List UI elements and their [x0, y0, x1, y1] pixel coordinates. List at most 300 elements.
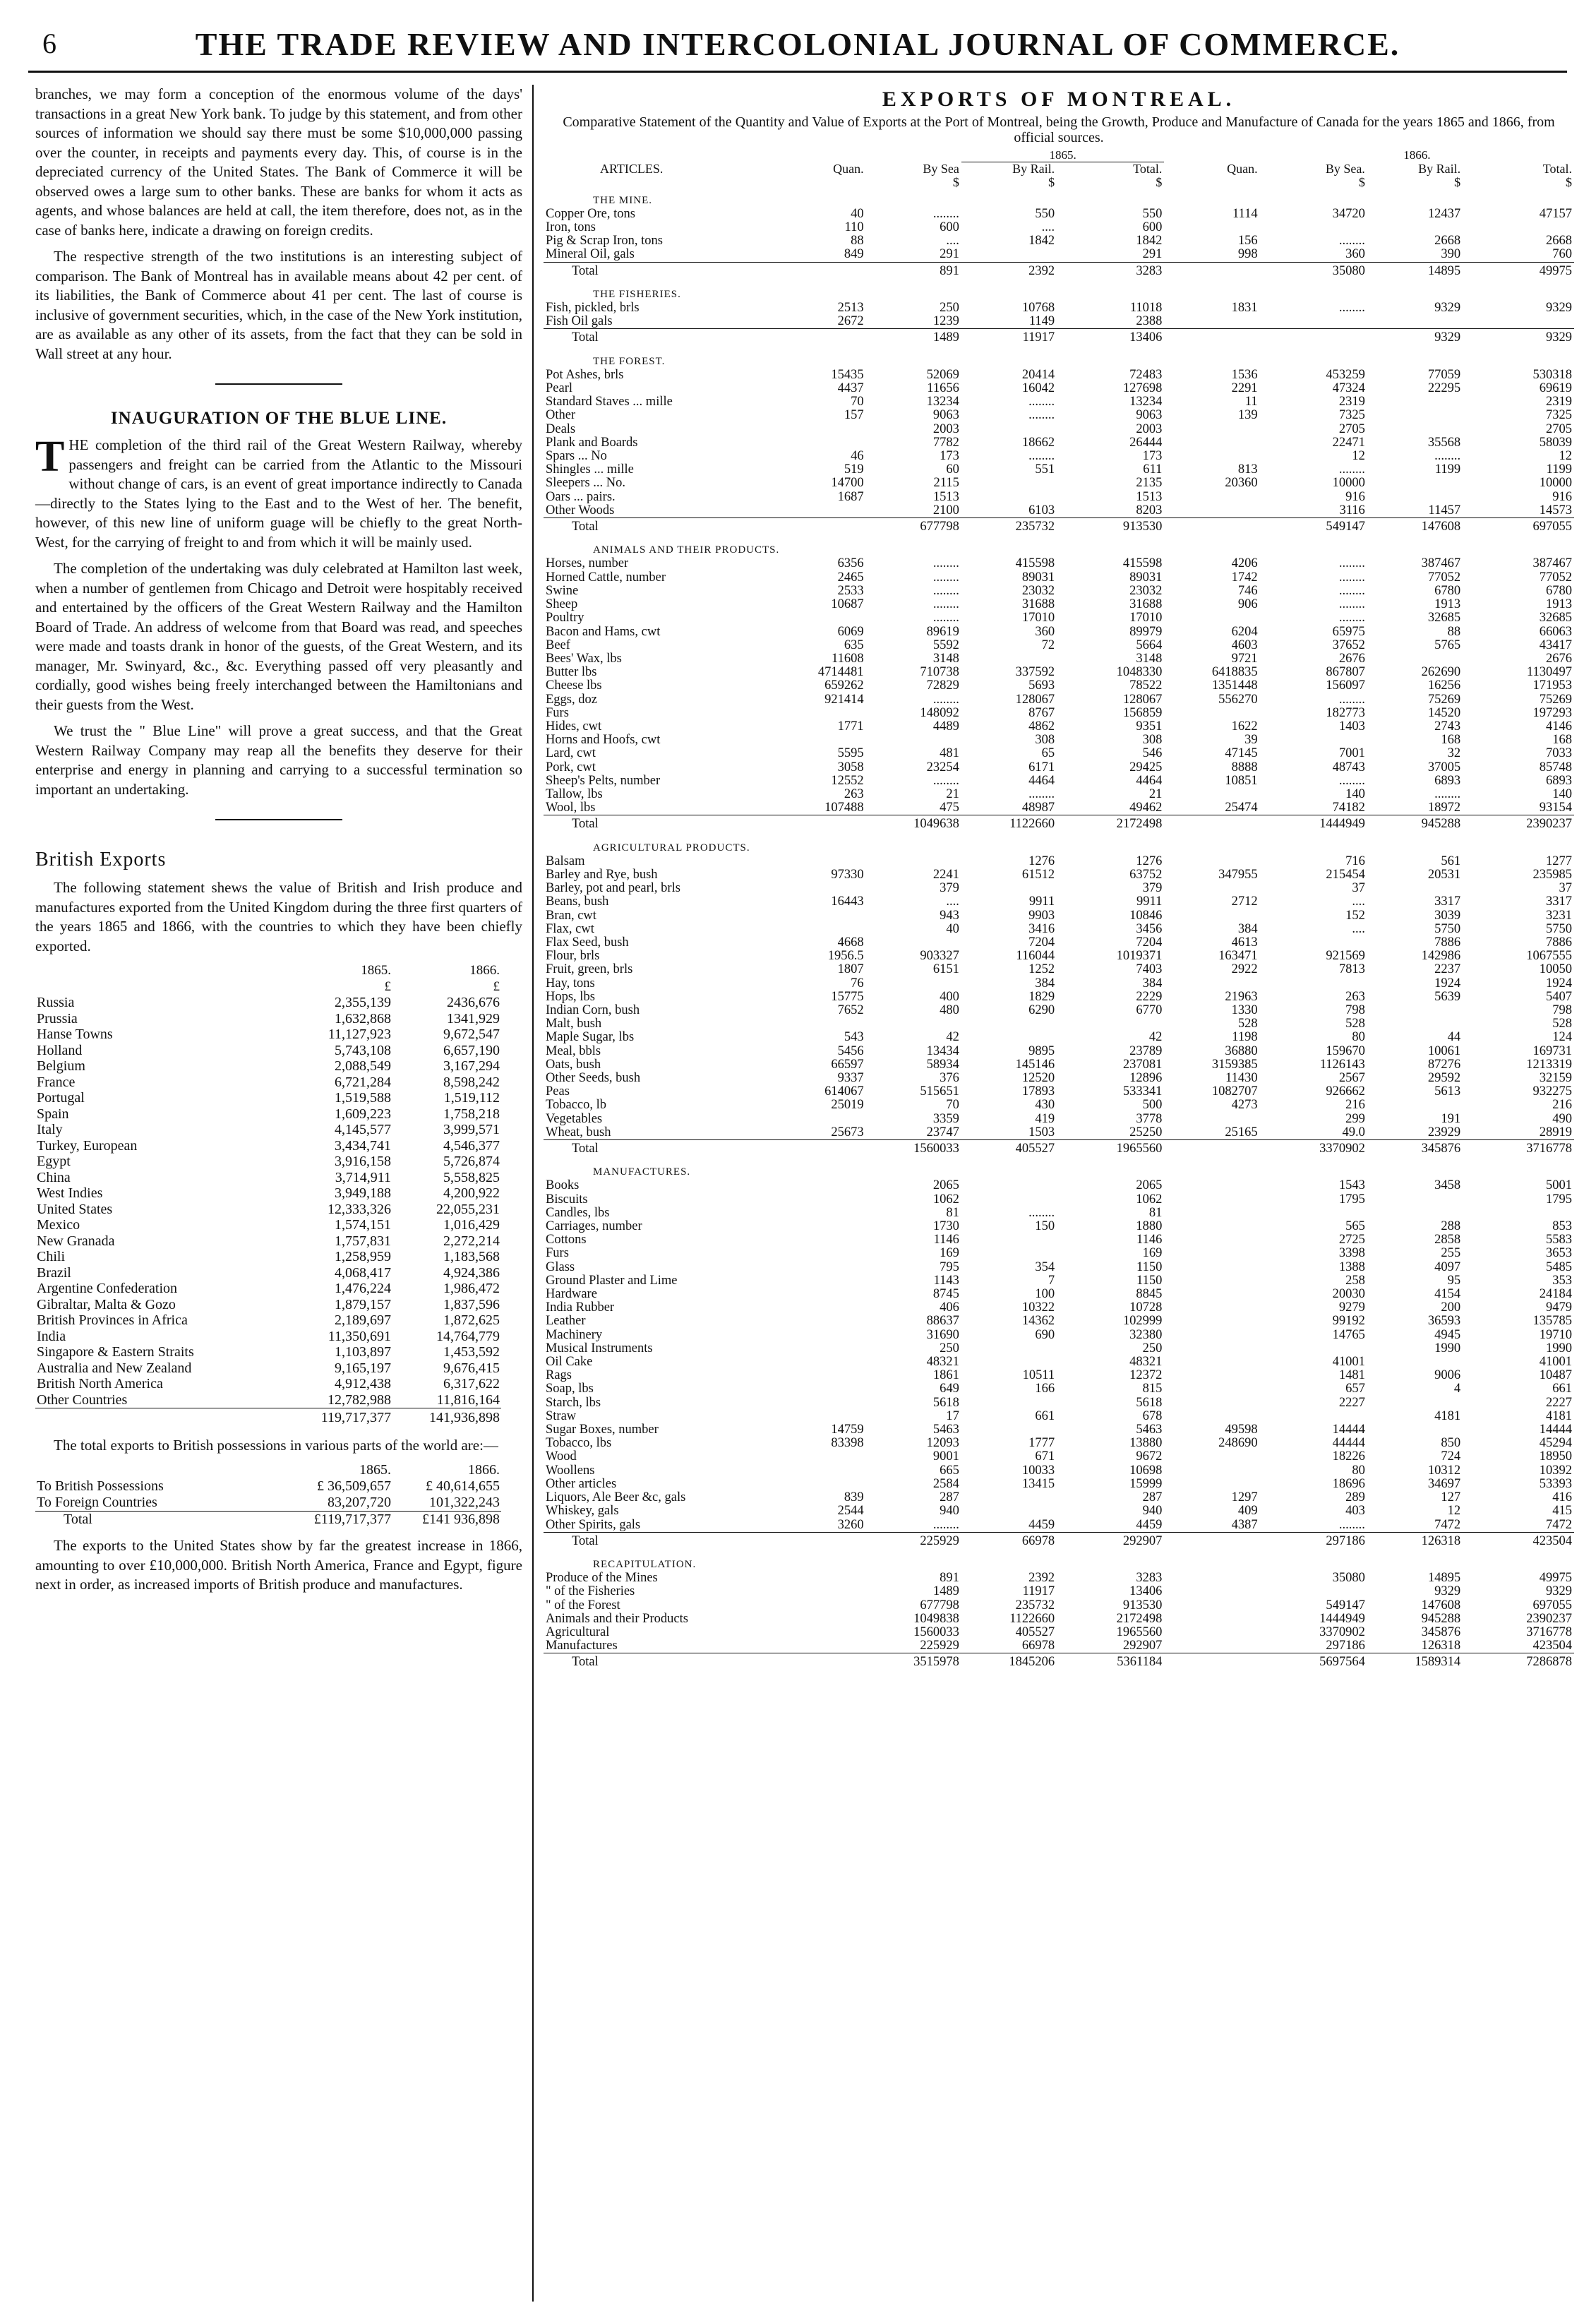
cell-value: 611 [1143, 463, 1163, 477]
cell-value: 543 [844, 1031, 864, 1045]
cell-value: 95 [1447, 1274, 1461, 1288]
category-row [544, 1161, 1574, 1179]
table-row [544, 963, 1574, 976]
cell-value: 1049638 [866, 815, 961, 837]
country-label: Argentine Confederation [37, 1281, 178, 1296]
row-label: Other articles [546, 1477, 617, 1491]
cell-value: £119,717,377 [284, 1512, 392, 1528]
cell-value: 3515978 [866, 1653, 961, 1675]
category-heading: THE FOREST. [593, 355, 666, 367]
row-label: Ground Plaster and Lime [546, 1274, 678, 1288]
cell-value: 89031 [1021, 570, 1055, 585]
table-row [35, 1312, 501, 1329]
cell-value: 1049838 [913, 1612, 959, 1626]
cell-value [866, 936, 961, 950]
cell-value: ........ [1434, 787, 1461, 801]
table-row [544, 1193, 1574, 1207]
cell-value: 5592 [932, 638, 959, 652]
table-row [544, 1585, 1574, 1598]
exports-table [544, 148, 1574, 1675]
cell-value: 13234 [926, 395, 959, 409]
cell-value: 2115 [933, 477, 959, 491]
cell-value: 10511 [1022, 1369, 1055, 1383]
cell-value: 815 [1142, 1382, 1163, 1396]
cell-value: 528 [1237, 1017, 1258, 1031]
cell-value [961, 1504, 1057, 1518]
row-label: Tobacco, lbs [546, 1437, 612, 1451]
cell-value: 556270 [1218, 693, 1258, 707]
table-row [544, 557, 1574, 570]
row-label: Total [544, 1532, 782, 1554]
cell-value: 47145 [1225, 747, 1258, 761]
total-row [544, 518, 1574, 540]
cell-value: 354 [1035, 1260, 1055, 1274]
cell-value [782, 909, 865, 923]
cell-value: ........ [1338, 598, 1365, 612]
cell-value [782, 1193, 865, 1207]
cell-value [1367, 1396, 1463, 1410]
cell-value: 2676 [1338, 652, 1365, 666]
row-label: Leather [546, 1315, 586, 1329]
cell-value: 9006 [1434, 1369, 1461, 1383]
cell-value: 400 [940, 990, 959, 1004]
cell-value: 7782 [932, 436, 959, 450]
cell-value [961, 652, 1057, 666]
cell-value: 127 [1441, 1491, 1461, 1505]
table-row [544, 1639, 1574, 1653]
row-label: Horns and Hoofs, cwt [546, 734, 661, 748]
cell-value: 58934 [926, 1058, 959, 1072]
cell-value [1164, 1599, 1259, 1612]
table-row [544, 1045, 1574, 1058]
cell-value: 345876 [1421, 1625, 1461, 1639]
cell-value: 15999 [1129, 1477, 1163, 1491]
cell-value: 9329 [1463, 329, 1574, 351]
cell-value: 8,598,242 [443, 1074, 500, 1090]
row-label: Pearl [546, 382, 573, 396]
cell-value: 3,434,741 [335, 1137, 391, 1154]
page-number: 6 [42, 28, 56, 59]
cell-value [1367, 477, 1463, 490]
total-row [544, 815, 1574, 837]
cell-value [782, 1207, 865, 1220]
cell-value: 2676 [1546, 652, 1572, 666]
cell-value: 1276 [1028, 854, 1055, 868]
row-label: Starch, lbs [546, 1396, 601, 1410]
cell-value: 2672 [837, 315, 864, 329]
cell-value: 891 [940, 1572, 959, 1586]
cell-value: 891 [866, 262, 961, 284]
row-label: Other Seeds, bush [546, 1072, 641, 1085]
row-label: Mineral Oil, gals [546, 248, 635, 262]
cell-value: 4464 [1028, 774, 1055, 788]
cell-value: 2668 [1546, 234, 1572, 249]
cell-value: 49975 [1539, 1572, 1572, 1586]
cell-value [1164, 518, 1259, 540]
cell-value: 2712 [1231, 895, 1258, 909]
cell-value: 9329 [1546, 1585, 1572, 1599]
cell-value: 12552 [831, 774, 864, 788]
cell-value [782, 1612, 865, 1626]
cell-value: 945288 [1421, 1612, 1461, 1626]
cell-value: 16042 [1021, 382, 1055, 396]
cell-value: 406 [940, 1301, 959, 1315]
cell-value: 11,350,691 [328, 1328, 391, 1344]
dollar-sign: $ [952, 176, 959, 190]
cell-value: 1150 [1136, 1260, 1163, 1274]
col-header: Total. [1542, 162, 1572, 176]
cell-value: 1,758,218 [443, 1106, 500, 1122]
table-row [544, 1356, 1574, 1369]
table-row [544, 382, 1574, 395]
cell-value [1463, 315, 1574, 329]
cell-value: 2,355,139 [335, 995, 391, 1010]
cell-value: 10487 [1539, 1369, 1572, 1383]
cell-value: 1,476,224 [335, 1281, 391, 1296]
table-row [35, 995, 501, 1011]
cell-value: 83398 [831, 1437, 864, 1451]
cell-value: 6204 [1231, 625, 1258, 639]
cell-value: 1536 [1231, 368, 1258, 382]
cell-value: 4668 [837, 935, 864, 950]
british-exports-paragraph: The following statement shews the value of British and Irish produce and manufactures exported from the United Kingdom during the three first quarters of the years 1865 and 1866, with the countries to which they have been chiefly exported. [35, 879, 522, 954]
cell-value: 14,764,779 [436, 1328, 500, 1344]
category-row [544, 1554, 1574, 1572]
cell-value: 31688 [1129, 598, 1163, 612]
category-heading: THE FISHERIES. [593, 288, 681, 300]
table-row [544, 679, 1574, 693]
cell-value: 145146 [1015, 1058, 1055, 1072]
cell-value: 1388 [1338, 1260, 1365, 1274]
cell-value: 37652 [1332, 638, 1365, 652]
country-label: Chili [37, 1249, 66, 1264]
cell-value: 1,879,157 [335, 1296, 391, 1312]
cell-value: 1,258,959 [335, 1249, 391, 1264]
cell-value: 26444 [1129, 436, 1163, 450]
cell-value: 77052 [1539, 570, 1572, 585]
cell-value: 11608 [832, 652, 864, 666]
cell-value: 22295 [1427, 382, 1461, 396]
row-label: Peas [546, 1085, 570, 1099]
cell-value: 23032 [1021, 584, 1055, 598]
row-label: Carriages, number [546, 1220, 642, 1234]
cell-value: 72 [1041, 638, 1055, 652]
country-label: Holland [37, 1042, 83, 1058]
cell-value: 550 [1035, 207, 1055, 221]
dollar-sign: $ [1566, 176, 1572, 190]
masthead [28, 21, 1567, 73]
row-label: Other Spirits, gals [546, 1518, 641, 1532]
cell-value: 360 [1345, 248, 1365, 262]
cell-value: 3458 [1434, 1179, 1461, 1193]
cell-value: 78522 [1129, 679, 1163, 693]
col-header: By Rail. [1012, 162, 1055, 176]
cell-value: 80 [1352, 1031, 1365, 1045]
table-row [544, 1126, 1574, 1140]
table-row [544, 409, 1574, 422]
cell-value: 75269 [1539, 693, 1572, 707]
cell-value: 10851 [1225, 774, 1258, 788]
row-label: Hay, tons [546, 976, 595, 991]
table-row [35, 1249, 501, 1265]
category-row [544, 351, 1574, 369]
cell-value: 690 [1035, 1328, 1055, 1342]
cell-value: 903327 [920, 950, 959, 964]
cell-value: 1845206 [961, 1653, 1057, 1675]
row-label: Barley and Rye, bush [546, 868, 658, 882]
cell-value [782, 734, 865, 747]
cell-value: 345876 [1367, 1140, 1463, 1162]
cell-value: 53393 [1539, 1477, 1572, 1491]
cell-value: 2392 [961, 262, 1057, 284]
cell-value: 9329 [1434, 1585, 1461, 1599]
cell-value: 35080 [1332, 1572, 1365, 1586]
cell-value [782, 1639, 865, 1653]
year-header: 1866. [469, 963, 500, 978]
table-row [544, 855, 1574, 868]
year-header: 1865. [359, 1462, 391, 1478]
cell-value [1260, 1410, 1367, 1423]
cell-value [961, 1356, 1057, 1369]
cell-value: 13434 [926, 1044, 959, 1058]
cell-value: 1143 [933, 1274, 959, 1288]
cell-value: 163471 [1218, 950, 1258, 964]
intro-paragraph: The respective strength of the two institutions is an interesting subject of comparison. The Bank of Montreal has in available means about 42 per cent. of its liabilities, the Bank of Commerce about 41 per cent. The last of course is inclusive of government securities, which, in the case of the New York institution, are as available as any other of its assets, from the fact that they can be sold in Wall street at any hour. [35, 248, 522, 362]
table-row [544, 423, 1574, 436]
table-row [35, 1154, 501, 1170]
cell-value [782, 815, 865, 837]
cell-value: 12437 [1427, 207, 1461, 221]
cell-value: 150 [1035, 1220, 1055, 1234]
cell-value: 35568 [1427, 436, 1461, 450]
cell-value [961, 423, 1057, 436]
cell-value: 677798 [866, 518, 961, 540]
table-row [35, 1265, 501, 1281]
cell-value: 546 [1142, 747, 1163, 761]
cell-value: 127698 [1122, 382, 1163, 396]
cell-value: ........ [1028, 450, 1055, 464]
cell-value: 9279 [1338, 1301, 1365, 1315]
table-row [544, 801, 1574, 815]
table-row [544, 1058, 1574, 1072]
row-label: Copper Ore, tons [546, 207, 635, 221]
cell-value: 4206 [1231, 557, 1258, 571]
cell-value: 21 [946, 787, 959, 801]
cell-value [1164, 1329, 1259, 1342]
cell-value [1463, 1207, 1574, 1220]
intro-paragraph: branches, we may form a conception of the enormous volume of the days' transactions in a great New York bank. To judge by this statement, and from other sources of information we should say there must be some $10,000,000 passing over the counter, in receipts and payments every day. This, of course is in the depreciated currency of the United States. The Bank of Commerce it will be observed owes a large sum to other banks. These are banks for whom it acts as agents, and whose balances are held at call, the item therefore, does not, as in the case of banks here, indicate a drawing on foreign credits. [35, 85, 522, 239]
cell-value: 14765 [1332, 1328, 1365, 1342]
cell-value: 262690 [1421, 666, 1461, 680]
cell-value [1164, 611, 1259, 625]
cell-value: 2668 [1434, 234, 1461, 249]
cell-value: 1444949 [1260, 815, 1367, 837]
cell-value: 3231 [1546, 909, 1572, 923]
row-label: Deals [546, 422, 576, 436]
cell-value: 795 [940, 1260, 959, 1274]
cell-value [782, 1179, 865, 1192]
row-label: Rags [546, 1369, 572, 1383]
cell-value: 2291 [1231, 382, 1258, 396]
country-label: Prussia [37, 1010, 78, 1027]
cell-value: 13880 [1129, 1437, 1163, 1451]
cell-value [961, 1193, 1057, 1207]
cell-value: ........ [932, 584, 959, 598]
cell-value: 171953 [1532, 679, 1572, 693]
cell-value: 1622 [1231, 719, 1258, 734]
cell-value [1164, 788, 1259, 801]
cell-value: 384 [1237, 922, 1258, 936]
unit-header: £ [384, 979, 391, 994]
cell-value: 13415 [1021, 1477, 1055, 1491]
row-label: Maple Sugar, lbs [546, 1031, 635, 1045]
cell-value: 288 [1441, 1220, 1461, 1234]
cell-value: 11 [1244, 395, 1258, 409]
row-label: Biscuits [546, 1192, 588, 1207]
right-column [544, 85, 1574, 2302]
cell-value: 88637 [926, 1315, 959, 1329]
cell-value: 1742 [1231, 570, 1258, 585]
cell-value: 197293 [1532, 706, 1572, 720]
cell-value: 34697 [1427, 1477, 1461, 1491]
cell-value: 798 [1552, 1003, 1572, 1017]
cell-value: 519 [844, 463, 864, 477]
table-row [544, 1220, 1574, 1233]
cell-value: 1252 [1028, 963, 1055, 977]
table-row [544, 436, 1574, 450]
cell-value: 18696 [1332, 1477, 1365, 1491]
cell-value [1260, 1207, 1367, 1220]
exports-title: EXPORTS OF MONTREAL. [882, 88, 1236, 111]
table-row [544, 611, 1574, 625]
cell-value: 4862 [1028, 719, 1055, 734]
cell-value: 6151 [932, 963, 959, 977]
cell-value [1367, 1017, 1463, 1031]
cell-value: £ 40,614,655 [426, 1478, 500, 1494]
cell-value: 235732 [961, 518, 1057, 540]
cell-value: 89979 [1129, 625, 1163, 639]
cell-value: 549147 [1260, 518, 1367, 540]
cell-value: 308 [1142, 734, 1163, 748]
cell-value: 490 [1552, 1112, 1572, 1126]
cell-value: 1351448 [1211, 679, 1258, 693]
cell-value: 14444 [1332, 1423, 1365, 1437]
cell-value: 657 [1345, 1382, 1365, 1396]
table-row [544, 221, 1574, 234]
cell-value: 1990 [1434, 1341, 1461, 1356]
category-row [544, 284, 1574, 301]
cell-value: 1513 [932, 490, 959, 504]
table-row [544, 208, 1574, 221]
table-row [35, 1392, 501, 1408]
cell-value: 37 [1559, 882, 1572, 896]
table-row [544, 1519, 1574, 1533]
table-row [544, 1113, 1574, 1126]
cell-value: 853 [1552, 1220, 1572, 1234]
table-row [35, 1297, 501, 1313]
country-label: British North America [37, 1376, 163, 1392]
cell-value: 7286878 [1463, 1653, 1574, 1675]
table-row [35, 1478, 501, 1495]
cell-value [1164, 1612, 1259, 1626]
cell-value: 8745 [932, 1288, 959, 1302]
row-label: Total [544, 518, 782, 540]
cell-value: 17010 [1021, 611, 1055, 626]
cell-value: 58039 [1539, 436, 1572, 450]
cell-value: 1297 [1231, 1491, 1258, 1505]
row-label: Oats, bush [546, 1058, 601, 1072]
cell-value: 3116 [1339, 503, 1365, 517]
cell-value [1164, 1342, 1259, 1356]
blue-line-paragraph-text: HE completion of the third rail of the Great Western Railway, whereby passengers and freight can be carried from the Atlantic to the Missouri without change of cars, is an event of great importance indirectly to Canada—directly to the States lying to the East and to the West of her. The benefit, however, of this new line of uniform guage will be chiefly to the great North-West, for the carrying of freight to and from which it will be mainly used. [35, 436, 522, 551]
row-label: Sugar Boxes, number [546, 1423, 659, 1437]
row-label: Flax, cwt [546, 922, 594, 936]
cell-value: 4,912,438 [335, 1376, 391, 1392]
cell-value: 49598 [1225, 1423, 1258, 1437]
row-label: Standard Staves ... mille [546, 395, 673, 409]
cell-value: 32685 [1539, 611, 1572, 626]
row-label: Oars ... pairs. [546, 490, 616, 504]
cell-value: 12,333,326 [328, 1201, 391, 1217]
cell-value: 287 [940, 1491, 959, 1505]
cell-value: 36593 [1427, 1315, 1461, 1329]
row-label: Plank and Boards [546, 436, 638, 450]
cell-value: 17010 [1129, 611, 1163, 626]
table-row [35, 1329, 501, 1345]
cell-value: 11,127,923 [328, 1027, 391, 1042]
blue-line-paragraph: We trust the " Blue Line" will prove a great success, and that the Great Western Railway Company may reap all the benefits they deserve for their enterprise and energy in planning and carrying to a successful termination so important an undertaking. [35, 722, 522, 798]
table-row [544, 788, 1574, 801]
cell-value [961, 1396, 1057, 1410]
category-heading: MANUFACTURES. [593, 1166, 691, 1178]
cell-value [1260, 977, 1367, 991]
cell-value: 2003 [1136, 422, 1163, 436]
cell-value [866, 734, 961, 747]
table-row [544, 761, 1574, 774]
row-label: Bran, cwt [546, 909, 596, 923]
table-row [544, 666, 1574, 679]
row-label: Total [35, 1512, 284, 1528]
cell-value: 250 [940, 1341, 959, 1356]
cell-value: 32159 [1539, 1072, 1572, 1085]
cell-value [1164, 1179, 1259, 1192]
section-divider [215, 819, 342, 820]
cell-value: 23032 [1129, 584, 1163, 598]
cell-value: 44444 [1332, 1437, 1365, 1451]
cell-value: 11,816,164 [436, 1392, 500, 1408]
cell-value: 3456 [1136, 922, 1163, 936]
cell-value: 1,632,868 [335, 1010, 391, 1027]
cell-value: 3716778 [1526, 1625, 1572, 1639]
cell-value: 4714481 [817, 666, 864, 680]
cell-value: 1795 [1338, 1192, 1365, 1207]
cell-value: 1831 [1231, 301, 1258, 316]
cell-value: 1444949 [1319, 1612, 1365, 1626]
cell-value: 4437 [837, 382, 864, 396]
row-label: Sleepers ... No. [546, 477, 626, 491]
cell-value: 5618 [1136, 1396, 1163, 1410]
cell-value: .... [1041, 221, 1055, 235]
table-row [544, 652, 1574, 666]
cell-value: 3370902 [1260, 1140, 1367, 1162]
cell-value: 45294 [1539, 1437, 1572, 1451]
cell-value: 107488 [824, 801, 864, 815]
cell-value: 3148 [932, 652, 959, 666]
cell-value [961, 882, 1057, 895]
row-label: Total [544, 1653, 782, 1675]
cell-value: 337592 [1015, 666, 1055, 680]
cell-value: 12520 [1021, 1072, 1055, 1085]
